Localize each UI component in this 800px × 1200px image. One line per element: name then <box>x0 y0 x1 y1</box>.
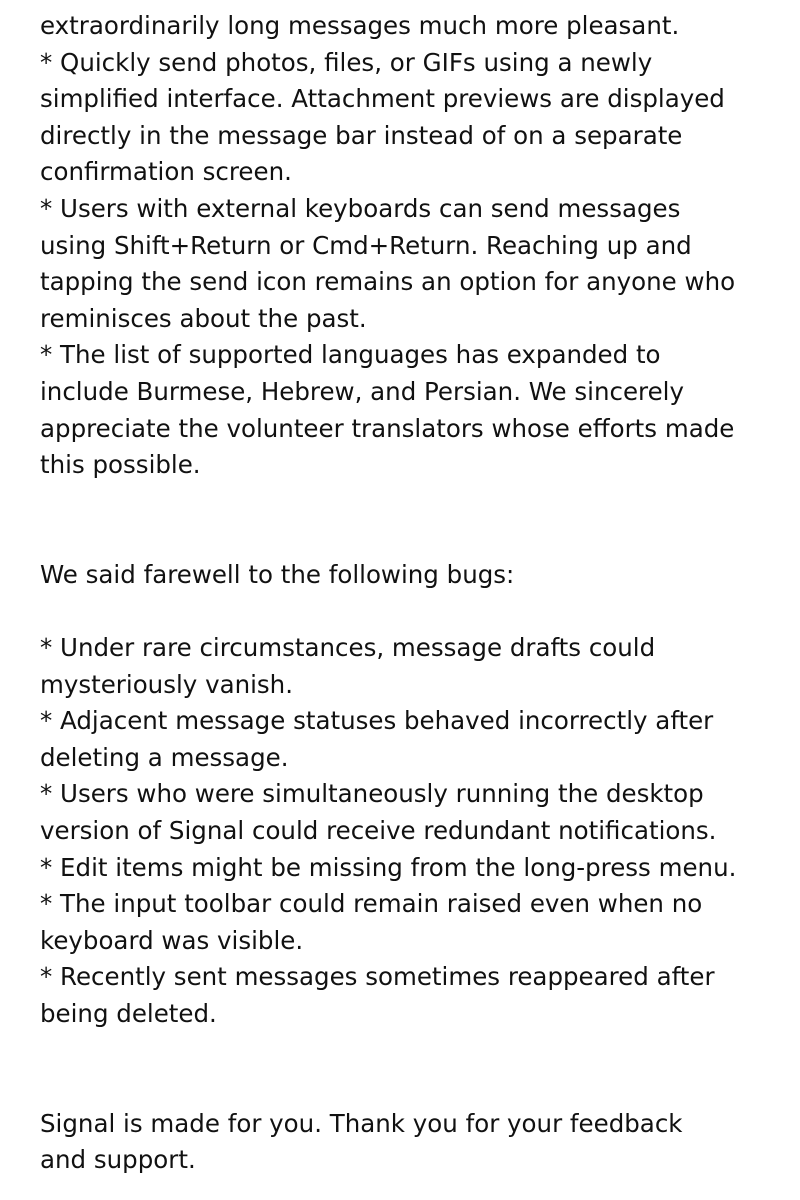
text-line: * The list of supported languages has expanded to <box>40 340 661 370</box>
text-line: * Edit items might be missing from the long-press menu. <box>40 852 737 882</box>
text-line: confirmation screen. <box>40 157 292 187</box>
bugs-heading: We said farewell to the following bugs: <box>40 559 515 589</box>
features-paragraph <box>40 8 780 484</box>
text-line: * Quickly send photos, files, or GIFs using a newly <box>40 47 653 77</box>
text-line: include Burmese, Hebrew, and Persian. We sincerely <box>40 376 684 406</box>
text-line: * Under rare circumstances, message drafts could <box>40 633 656 663</box>
text-line: version of Signal could receive redundant notifications. <box>40 816 717 846</box>
text-line: being deleted. <box>40 999 217 1029</box>
text-line: using Shift+Return or Cmd+Return. Reaching up and <box>40 230 692 260</box>
text-line: directly in the message bar instead of on a separate <box>40 120 683 150</box>
text-line: mysteriously vanish. <box>40 669 293 699</box>
text-line: * Recently sent messages sometimes reappeared after <box>40 962 715 992</box>
text-line: deleting a message. <box>40 742 289 772</box>
text-line: tapping the send icon remains an option for anyone who <box>40 267 736 297</box>
text-line: * Users with external keyboards can send messages <box>40 193 681 223</box>
blank-line <box>40 484 780 521</box>
blank-line <box>40 1069 780 1106</box>
text-line: Signal is made for you. Thank you for your feedback <box>40 1108 683 1138</box>
closing-paragraph <box>40 1106 780 1179</box>
release-notes-text <box>40 8 780 1179</box>
text-line: * Users who were simultaneously running the desktop <box>40 779 704 809</box>
text-line: * Adjacent message statuses behaved incorrectly after <box>40 706 714 736</box>
text-line: this possible. <box>40 450 201 480</box>
blank-line <box>40 594 780 631</box>
text-line: appreciate the volunteer translators whose efforts made <box>40 413 735 443</box>
text-line: and support. <box>40 1145 196 1175</box>
blank-line <box>40 1033 780 1070</box>
text-line: reminisces about the past. <box>40 303 367 333</box>
text-line: simplified interface. Attachment previews are displayed <box>40 84 725 114</box>
text-line: * The input toolbar could remain raised even when no <box>40 889 703 919</box>
blank-line <box>40 520 780 557</box>
text-line: extraordinarily long messages much more pleasant. <box>40 11 680 40</box>
text-line: keyboard was visible. <box>40 925 304 955</box>
bug-fix-list <box>40 630 780 1033</box>
